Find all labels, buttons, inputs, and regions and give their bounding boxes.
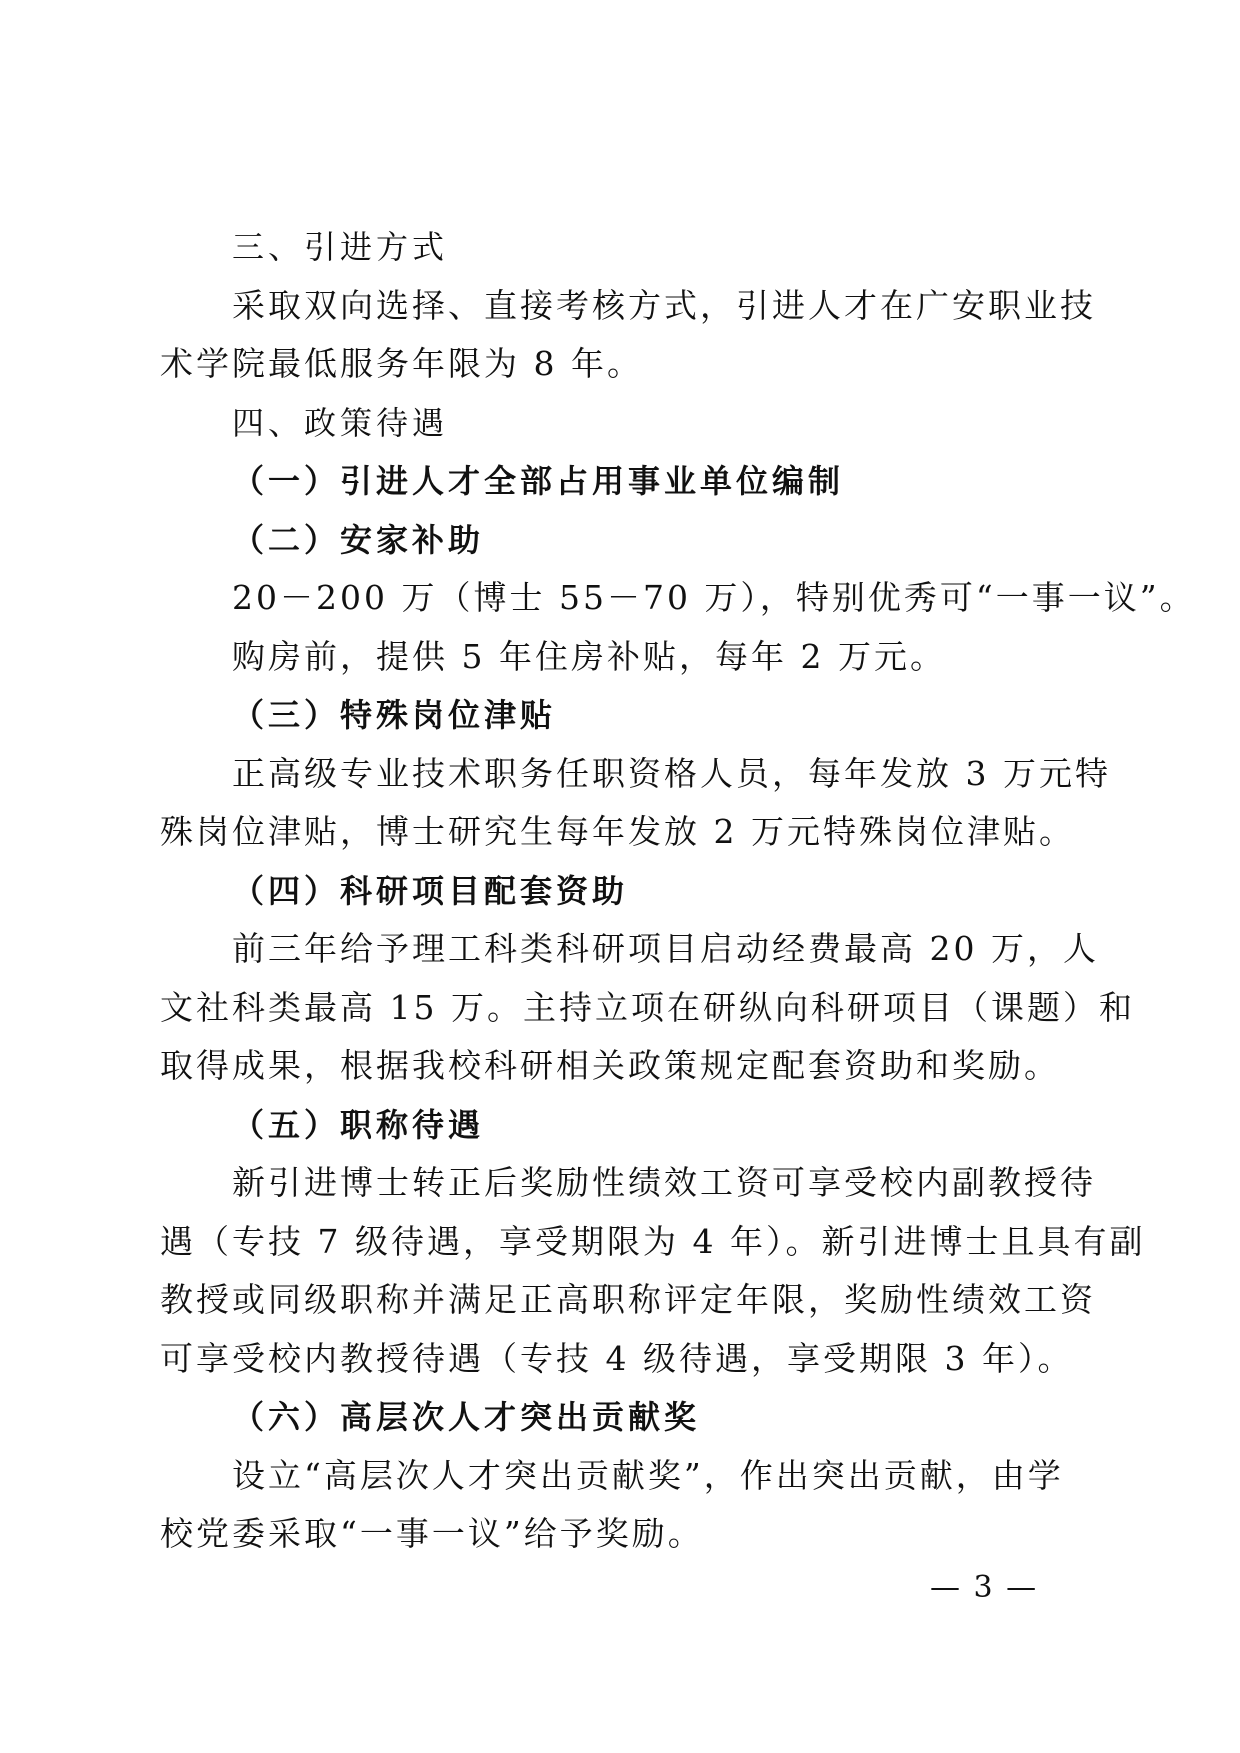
page-number: — 3 — [930, 1570, 1039, 1605]
subheading-contribution-award: （六）高层次人才突出贡献奖 [232, 1398, 701, 1436]
subheading-special-post-allowance: （三）特殊岗位津贴 [232, 696, 557, 734]
section-heading-policy-treatment: 四、政策待遇 [232, 403, 449, 442]
paragraph-line: 遇（专技 7 级待遇，享受期限为 4 年）。新引进博士且具有副 [160, 1221, 1146, 1261]
paragraph-line: 新引进博士转正后奖励性绩效工资可享受校内副教授待 [232, 1163, 1096, 1202]
paragraph-line: 校党委采取“一事一议”给予奖励。 [160, 1514, 704, 1553]
paragraph-line: 采取双向选择、直接考核方式，引进人才在广安职业技 [232, 285, 1096, 325]
paragraph-line: 术学院最低服务年限为 8 年。 [160, 344, 643, 383]
paragraph-line: 购房前，提供 5 年住房补贴，每年 2 万元。 [232, 636, 946, 676]
paragraph-line: 正高级专业技术职务任职资格人员，每年发放 3 万元特 [232, 753, 1111, 793]
subheading-staffing: （一）引进人才全部占用事业单位编制 [232, 462, 845, 500]
paragraph-line: 前三年给予理工科类科研项目启动经费最高 20 万，人 [232, 929, 1099, 968]
paragraph-line: 可享受校内教授待遇（专技 4 级待遇，享受期限 3 年）。 [160, 1338, 1074, 1378]
section-heading-introduction-method: 三、引进方式 [232, 228, 449, 266]
paragraph-line: 取得成果，根据我校科研相关政策规定配套资助和奖励。 [160, 1046, 1060, 1085]
paragraph-line: 文社科类最高 15 万。主持立项在研纵向科研项目（课题）和 [160, 987, 1135, 1027]
paragraph-line: 殊岗位津贴，博士研究生每年发放 2 万元特殊岗位津贴。 [160, 812, 1075, 851]
subheading-title-treatment: （五）职称待遇 [232, 1105, 485, 1144]
paragraph-line: 20－200 万（博士 55－70 万），特别优秀可“一事一议”。 [232, 578, 1196, 617]
document-body [160, 218, 1196, 1564]
paragraph-line: 设立“高层次人才突出贡献奖”，作出突出贡献，由学 [232, 1455, 1064, 1495]
subheading-settlement-subsidy: （二）安家补助 [232, 520, 485, 559]
paragraph-line: 教授或同级职称并满足正高职称评定年限，奖励性绩效工资 [160, 1280, 1096, 1319]
subheading-research-funding: （四）科研项目配套资助 [232, 871, 629, 910]
